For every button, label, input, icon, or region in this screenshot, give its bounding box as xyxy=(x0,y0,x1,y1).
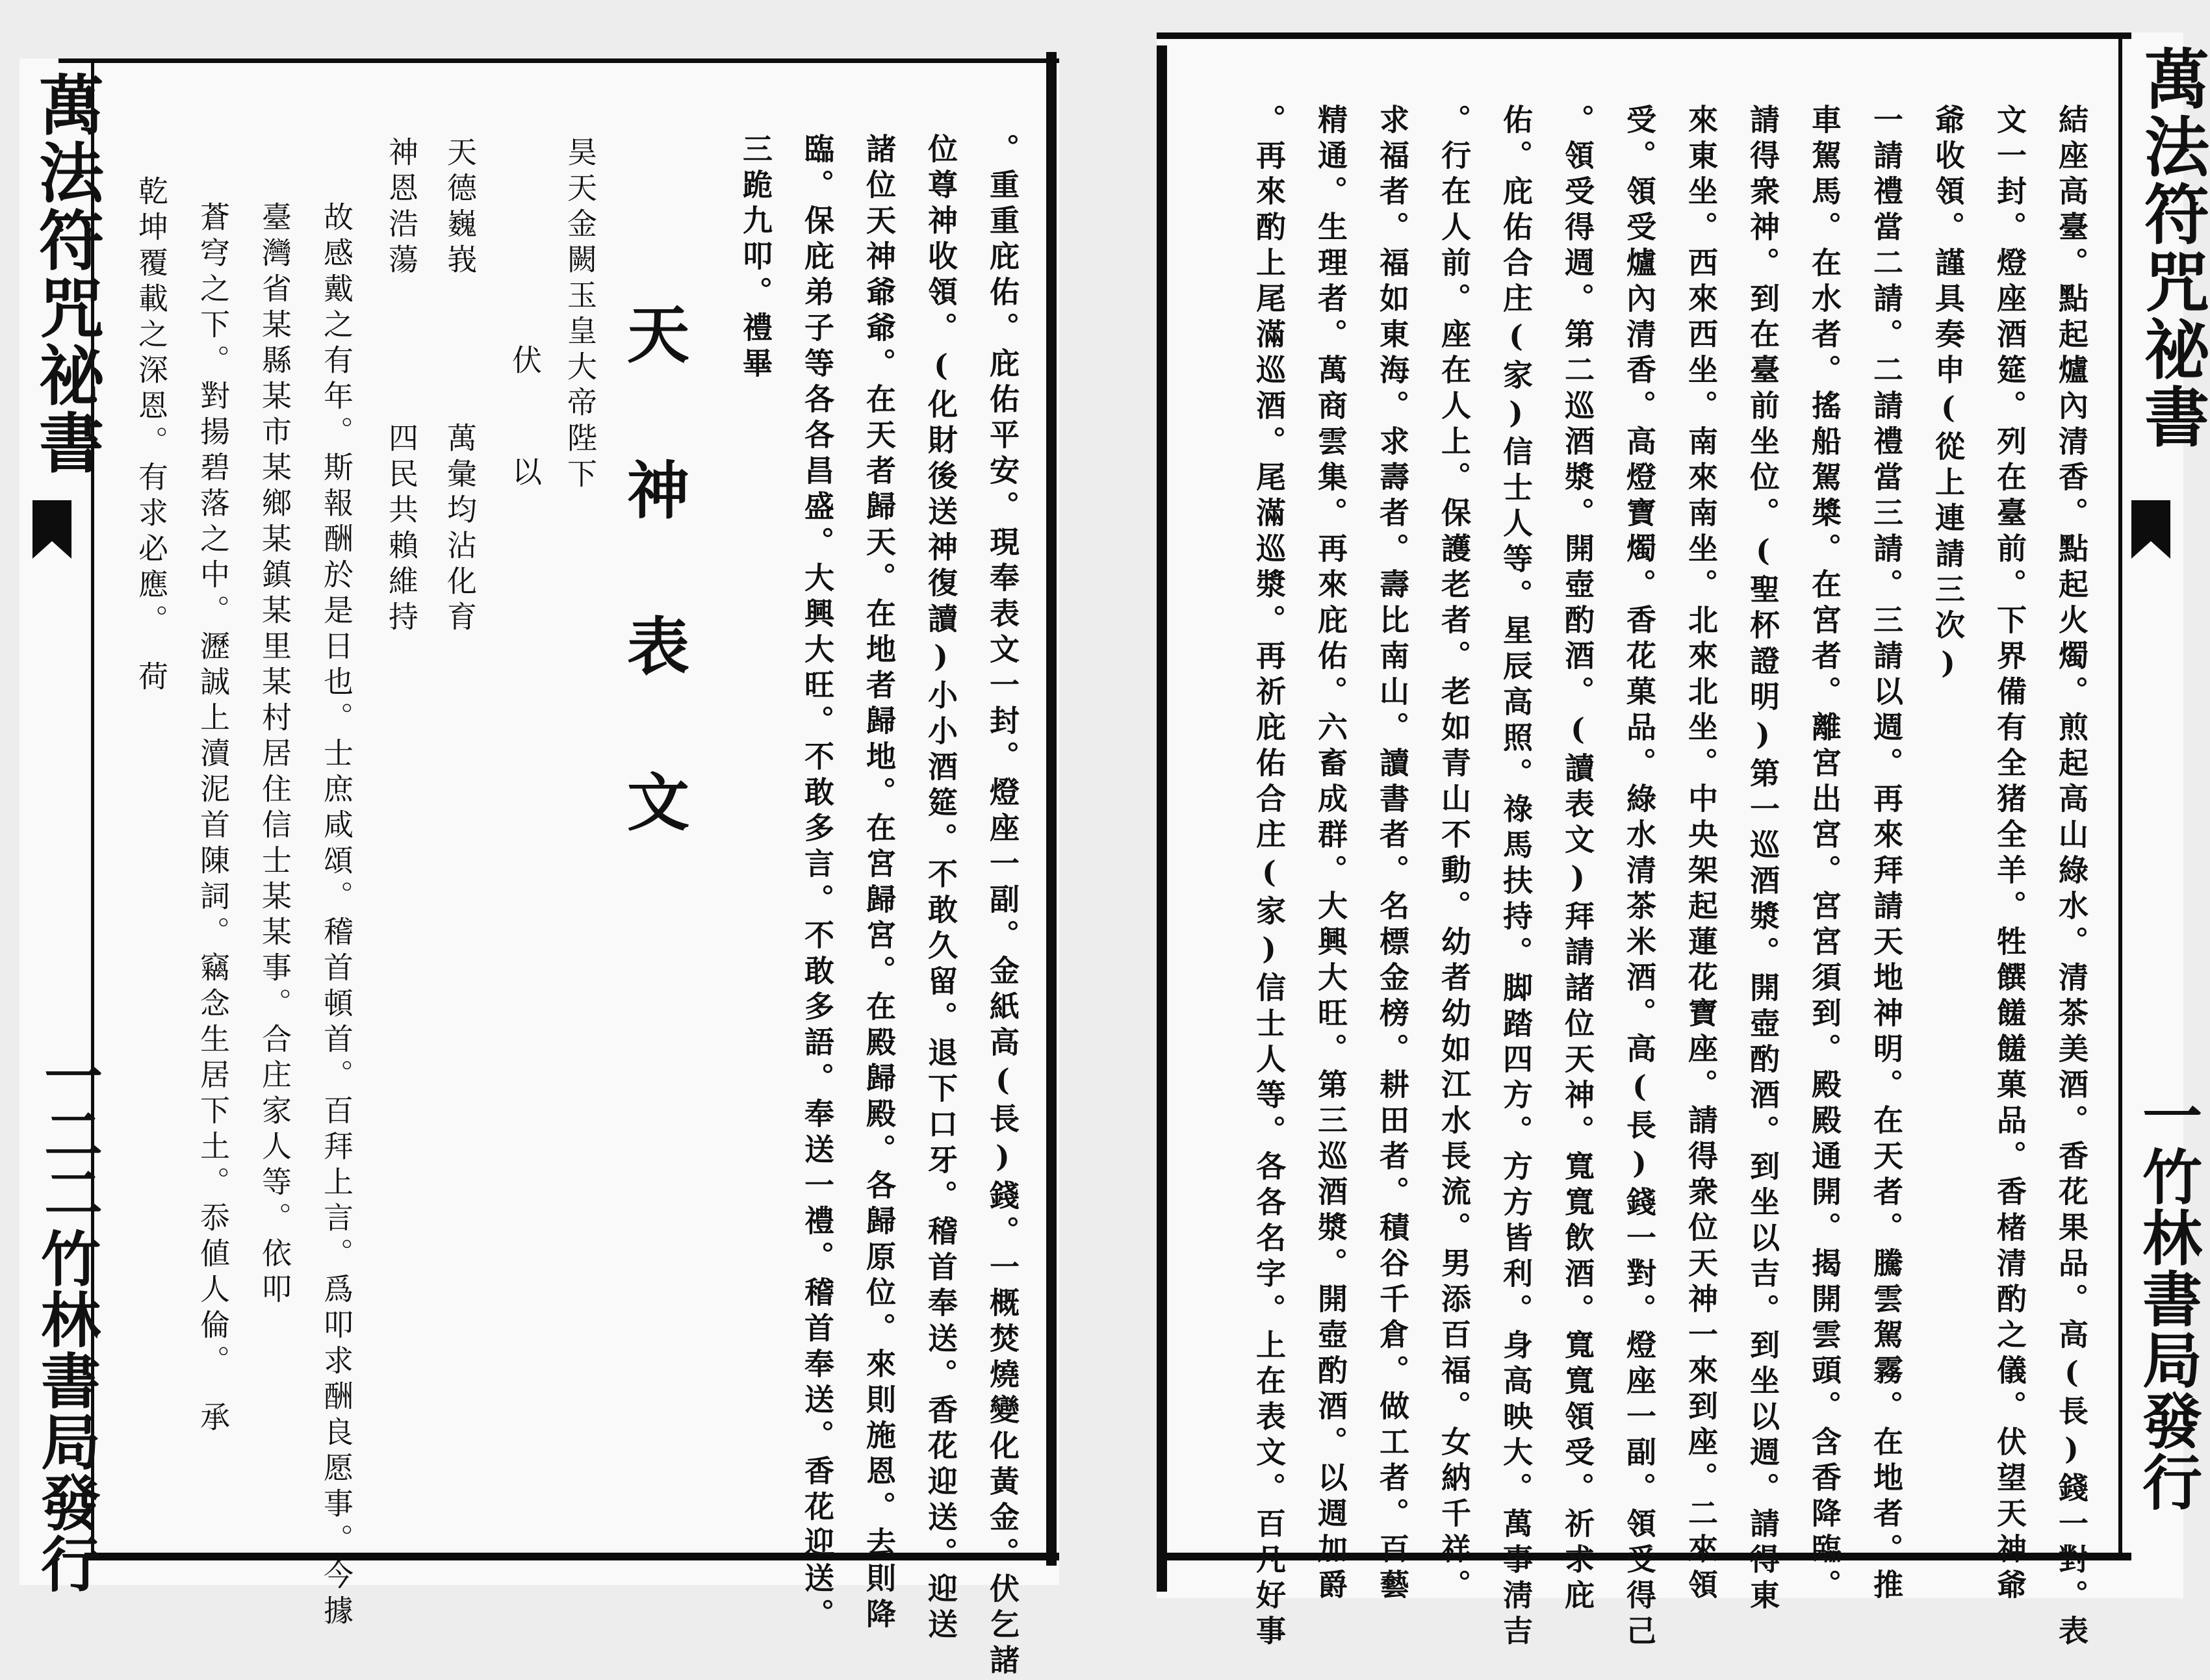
section-title-char-4: 文 xyxy=(627,766,689,839)
right-column-14: 。再來酌上尾滿巡酒。尾滿巡漿。再祈庇佑合庄(家)信士人等。各各名字。上在表文。百凡好事 xyxy=(1252,104,1287,1651)
section-title-char-2: 神 xyxy=(627,454,689,528)
body-column-1: 。重重庇佑。庇佑平安。現奉表文一封。燈座一副。金紙高(長)錢。一概焚燒變化黃金。伏乞諸 xyxy=(985,133,1020,1680)
right-top-rule xyxy=(1157,32,2131,39)
right-column-5: 車駕馬。在水者。搖船駕槳。在宮者。離宮出宮。宮宮須到。殿殿通開。揭開雲頭。含香降臨。 xyxy=(1807,104,1842,1605)
right-column-6: 請得衆神。到在臺前坐位。(聖杯證明)第一巡酒漿。開壺酌酒。到坐以吉。到坐以週。請得東 xyxy=(1745,104,1780,1615)
right-column-13: 精通。生理者。萬商雲集。再來庇佑。六畜成群。大興大旺。第三巡酒漿。開壺酌酒。以週加爵 xyxy=(1313,104,1348,1605)
right-margin-publisher: 一竹林書局發行 xyxy=(2133,1085,2203,1512)
right-column-4: 一請禮當二請。二請禮當三請。三請以週。再來拜請天地神明。在天者。騰雲駕霧。在地者。推 xyxy=(1869,104,1904,1605)
section-title-char-3: 表 xyxy=(627,610,689,683)
verse-b-bottom: 四民共賴維持 xyxy=(384,422,419,637)
body-column-2: 位尊神收領。(化財後送神復讀)小小酒筵。不敢久留。退下口牙。稽首奉送。香花迎送。迎送 xyxy=(923,133,958,1644)
margin-book-title: 萬法符咒祕書 xyxy=(28,71,105,477)
fu-yi-line: 伏 以 xyxy=(508,344,543,512)
prayer-column-2: 臺灣省某縣某市某鄉某鎮某里某村居住信士某某事。合庄家人等。依叩 xyxy=(257,201,292,1309)
verse-b-top: 神恩浩蕩 xyxy=(384,136,419,279)
right-binding-border xyxy=(1157,45,1167,1592)
right-column-12: 求福者。福如東海。求壽者。壽比南山。讀書者。名標金榜。耕田者。積谷千倉。做工者。百藝 xyxy=(1375,104,1410,1605)
right-column-7: 來東坐。西來西坐。南來南坐。北來北坐。中央架起蓮花寶座。請得衆位天神一來到座。二來領 xyxy=(1684,104,1719,1605)
left-binding-border xyxy=(1046,52,1057,1566)
margin-publisher: 竹林書局發行 xyxy=(31,1228,101,1594)
right-column-3: 爺收領。謹具奏申(從上連請三次) xyxy=(1931,104,1966,686)
right-column-11: 。行在人前。座在人上。保護老者。老如青山不動。幼者幼如江水長流。男添百福。女納千祥。 xyxy=(1437,104,1472,1605)
right-fish-tail-mark xyxy=(2131,500,2170,559)
prayer-column-1: 故感戴之有年。斯報酬於是日也。士庶咸頌。稽首頓首。百拜上言。爲叩求酬良愿事。今據 xyxy=(319,201,354,1631)
right-margin-rule xyxy=(2118,32,2122,1559)
prayer-column-4: 乾坤覆載之深恩。有求必應。 荷 xyxy=(134,175,169,696)
left-page xyxy=(19,58,1059,1680)
verse-a-top: 天德巍峩 xyxy=(443,136,478,279)
right-column-2: 文一封。燈座酒筵。列在臺前。下界備有全猪全羊。牲饌饈饈菓品。香楮清酌之儀。伏望天神爺 xyxy=(1992,104,2027,1605)
address-line: 昊天金闕玉皇大帝陛下 xyxy=(563,136,598,494)
section-title-char-1: 天 xyxy=(627,298,689,372)
body-column-3: 諸位天神爺爺。在天者歸天。在地者歸地。在宮歸宮。在殿歸殿。各歸原位。來則施恩。去則降 xyxy=(862,133,897,1634)
fish-tail-mark xyxy=(32,500,71,559)
right-column-9: 。領受得週。第二巡酒漿。開壺酌酒。(讀表文)拜請諸位天神。寬寬飲酒。寬寬領受。祈求庇 xyxy=(1560,104,1595,1615)
left-top-rule xyxy=(58,58,1059,63)
right-column-8: 受。領受爐內清香。高燈寶燭。香花菓品。綠水清茶米酒。高(長)錢一對。燈座一副。領受得己 xyxy=(1622,104,1657,1651)
body-column-5: 三跪九叩。禮畢 xyxy=(738,133,773,383)
left-bottom-rule xyxy=(84,1553,1059,1560)
right-margin-book-title: 萬法符咒祕書 xyxy=(2133,45,2210,451)
page-number: 一二二 xyxy=(34,1046,103,1221)
right-column-10: 佑。庇佑合庄(家)信士人等。星辰高照。祿馬扶持。脚踏四方。方方皆利。身高映大。萬事淸吉 xyxy=(1498,104,1534,1651)
right-page xyxy=(1157,32,2210,1651)
right-column-1: 結座高臺。點起爐內清香。點起火燭。煎起高山綠水。清茶美酒。香花果品。高(長)錢一對。表 xyxy=(2054,104,2089,1651)
body-column-4: 臨。保庇弟子等各各昌盛。大興大旺。不敢多言。不敢多語。奉送一禮。稽首奉送。香花迎送。 xyxy=(800,133,835,1634)
verse-a-bottom: 萬彙均沾化育 xyxy=(443,422,478,637)
prayer-column-3: 蒼穹之下。對揚碧落之中。瀝誠上瀆泥首陳詞。竊念生居下土。忝値人倫。 承 xyxy=(196,201,231,1437)
